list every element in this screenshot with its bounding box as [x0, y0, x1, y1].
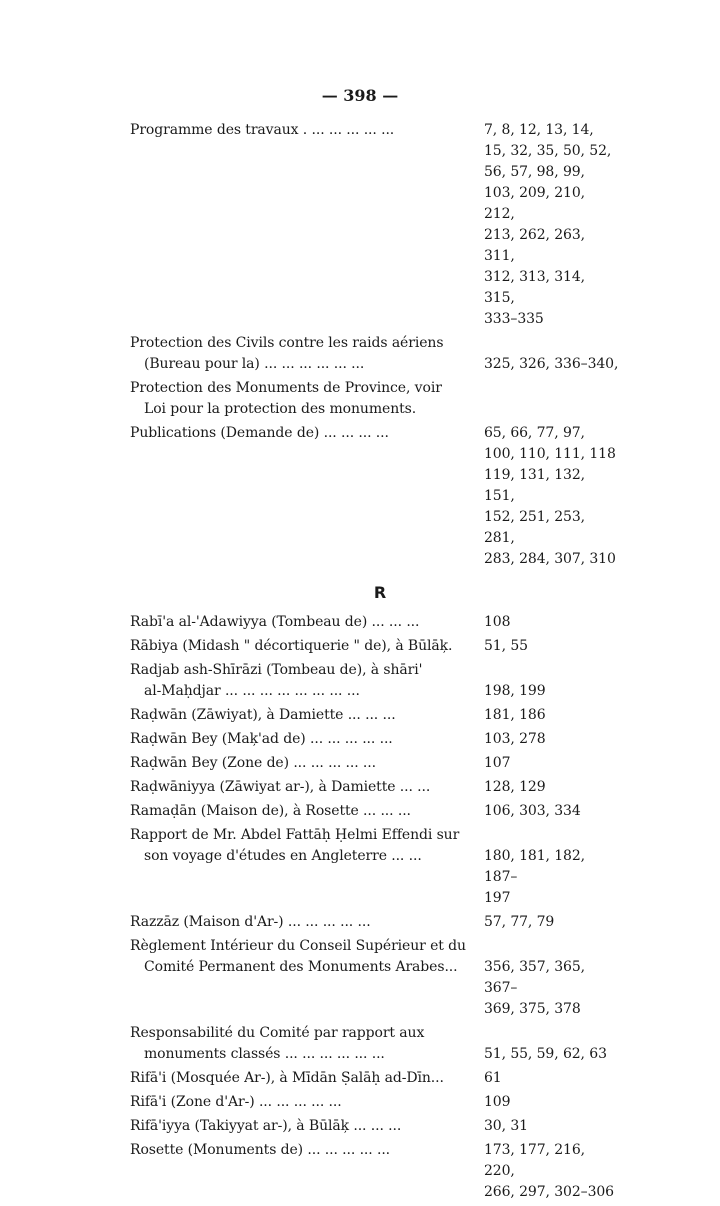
- index-group-r: [130, 612, 620, 1206]
- index-entry: [130, 777, 620, 798]
- index-term: [130, 729, 480, 750]
- index-entry: [130, 729, 620, 750]
- index-entry: [130, 1068, 620, 1089]
- index-term-line: Radjab ash-Shīrāzi (Tombeau de), à shāri': [130, 662, 423, 678]
- index-term: [130, 660, 480, 702]
- index-term-line: Rabī'a al-'Adawiyya (Tombeau de) ... ... ...: [130, 614, 420, 630]
- index-term-line: (Bureau pour la) ... ... ... ... ... ...: [144, 356, 365, 372]
- index-term-line: Protection des Monuments de Province, voir: [130, 380, 442, 396]
- index-entry: [130, 753, 620, 774]
- index-page-refs: 181, 186: [484, 707, 546, 723]
- index-term-line: Rifā'iyya (Takiyyat ar-), à Būlāķ ... ... ...: [130, 1118, 402, 1134]
- index-entry: [130, 378, 620, 420]
- index-term: [130, 1068, 480, 1089]
- index-term: [130, 825, 480, 909]
- index-page-refs: [480, 378, 620, 420]
- index-term-line: al-Maḥdjar ... ... ... ... ... ... ... ...: [144, 683, 360, 699]
- index-term: [130, 1092, 480, 1113]
- index-term-line: Comité Permanent des Monuments Arabes...: [144, 959, 458, 975]
- index-entry: [130, 1140, 620, 1203]
- index-term-line: Protection des Civils contre les raids aériens: [130, 335, 444, 351]
- index-page-refs: 198, 199: [484, 683, 546, 699]
- index-entry: [130, 825, 620, 909]
- index-term-line: Razzāz (Maison d'Ar-) ... ... ... ... ...: [130, 914, 371, 930]
- index-term-line: Rosette (Monuments de) ... ... ... ... ...: [130, 1142, 391, 1158]
- index-page-refs: 106, 303, 334: [484, 803, 581, 819]
- index-entry: [130, 660, 620, 702]
- index-term: [130, 801, 480, 822]
- index-list: [130, 120, 620, 1206]
- index-term-line: Programme des travaux . ... ... ... ... ...: [130, 122, 395, 138]
- index-entry: [130, 801, 620, 822]
- index-term: [130, 753, 480, 774]
- index-term: [130, 120, 480, 330]
- index-term: [130, 1140, 480, 1203]
- index-term-line: Raḍwān Bey (Zone de) ... ... ... ... ...: [130, 755, 376, 771]
- index-term-line: Rābiya (Midash " décortiquerie " de), à Būlāķ.: [130, 638, 453, 654]
- index-term: [130, 378, 480, 420]
- index-term: [130, 612, 480, 633]
- index-term-line: Rapport de Mr. Abdel Fattāḥ Ḥelmi Effendi sur: [130, 827, 460, 843]
- index-term-line: Rifā'i (Zone d'Ar-) ... ... ... ... ...: [130, 1094, 342, 1110]
- index-entry: [130, 636, 620, 657]
- index-term: [130, 423, 480, 570]
- index-page-refs: 103, 278: [484, 731, 546, 747]
- index-entry: [130, 1092, 620, 1113]
- index-page-refs: 109: [484, 1094, 511, 1110]
- index-group-p: [130, 120, 620, 573]
- index-term-line: Raḍwāniyya (Zāwiyat ar-), à Damiette ... ...: [130, 779, 431, 795]
- index-page-refs: 356, 357, 365, 367– 369, 375, 378: [484, 959, 586, 1017]
- index-term-line: Raḍwān Bey (Maķ'ad de) ... ... ... ... ...: [130, 731, 393, 747]
- index-page-refs: 61: [484, 1070, 502, 1086]
- index-term-line: Règlement Intérieur du Conseil Supérieur et du: [130, 938, 466, 954]
- index-term-line: son voyage d'études en Angleterre ... ...: [144, 848, 422, 864]
- index-entry: [130, 1023, 620, 1065]
- index-page-refs: 180, 181, 182, 187– 197: [484, 848, 586, 906]
- index-entry: [130, 912, 620, 933]
- index-entry: [130, 705, 620, 726]
- index-term-line: Ramaḍān (Maison de), à Rosette ... ... ...: [130, 803, 411, 819]
- index-term-line: monuments classés ... ... ... ... ... ...: [144, 1046, 385, 1062]
- index-page-refs: 325, 326, 336–340,: [484, 356, 619, 372]
- index-term-line: Rifā'i (Mosquée Ar-), à Mīdān Ṣalāḥ ad-Dīn...: [130, 1070, 444, 1086]
- index-entry: [130, 1116, 620, 1137]
- index-page-refs: 7, 8, 12, 13, 14, 15, 32, 35, 50, 52, 56, 57, 98, 99, 103, 209, 210, 212, 213, 262, 263, 311, 312, 313, 314, 315, 333–335: [484, 122, 612, 327]
- index-term-line: Responsabilité du Comité par rapport aux: [130, 1025, 425, 1041]
- page-number: — 398 —: [321, 86, 399, 105]
- index-term: [130, 777, 480, 798]
- index-term-line: Loi pour la protection des monuments.: [144, 401, 417, 417]
- section-letter-heading: R: [373, 583, 387, 602]
- index-term: [130, 912, 480, 933]
- index-term-line: Publications (Demande de) ... ... ... ...: [130, 425, 389, 441]
- index-term: [130, 1116, 480, 1137]
- index-page-refs: 107: [484, 755, 511, 771]
- index-entry: [130, 936, 620, 1020]
- index-entry: [130, 612, 620, 633]
- index-page-refs: 128, 129: [484, 779, 546, 795]
- index-term: [130, 1023, 480, 1065]
- index-term: [130, 705, 480, 726]
- index-page-refs: 30, 31: [484, 1118, 528, 1134]
- index-entry: [130, 423, 620, 570]
- index-page-refs: 51, 55, 59, 62, 63: [484, 1046, 607, 1062]
- index-page-refs: 51, 55: [484, 638, 528, 654]
- index-entry: [130, 333, 620, 375]
- index-page-refs: 65, 66, 77, 97, 100, 110, 111, 118 119, 131, 132, 151, 152, 251, 253, 281, 283, 284, 307, 310: [484, 425, 616, 567]
- index-page-refs: 173, 177, 216, 220, 266, 297, 302–306: [484, 1142, 614, 1200]
- index-term: [130, 333, 480, 375]
- index-term: [130, 636, 480, 657]
- index-entry: [130, 120, 620, 330]
- index-page-refs: 57, 77, 79: [484, 914, 555, 930]
- index-term: [130, 936, 480, 1020]
- index-term-line: Raḍwān (Zāwiyat), à Damiette ... ... ...: [130, 707, 396, 723]
- index-page-refs: 108: [484, 614, 511, 630]
